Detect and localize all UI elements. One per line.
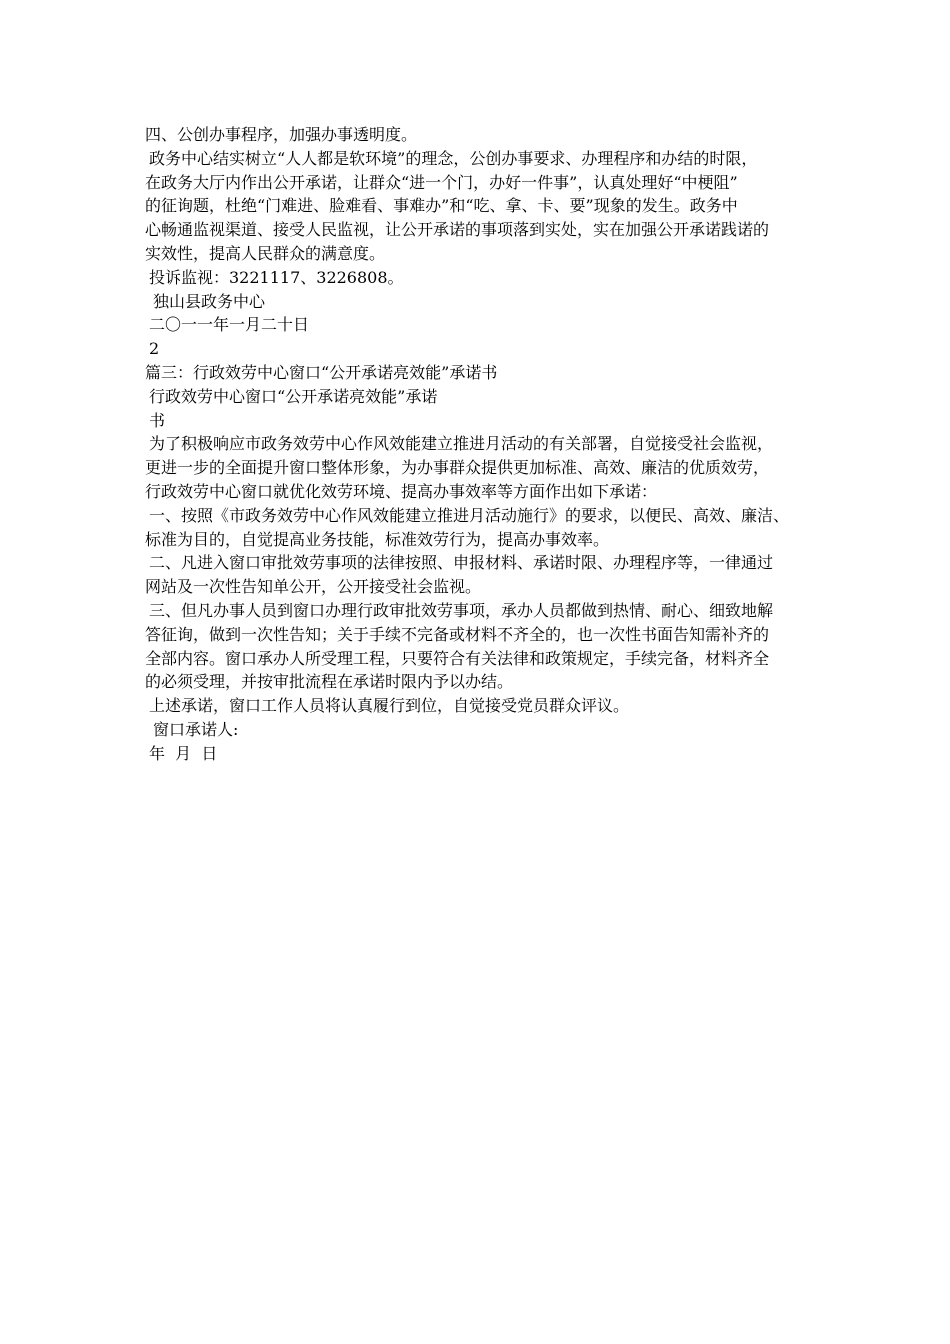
paragraph-line: 为了积极响应市政务效劳中心作风效能建立推进月活动的有关部署，自觉接受社会监视，	[149, 434, 774, 454]
pledge-item-3-cont: 全部内容。窗口承办人所受理工程，只要符合有关法律和政策规定，手续完备，材料齐全	[145, 648, 770, 668]
complaint-phone: 投诉监视：3221117、3226808。	[149, 267, 404, 287]
page-number: 2	[149, 339, 160, 359]
paragraph-line: 更进一步的全面提升窗口整体形象，为办事群众提供更加标准、高效、廉洁的优质效劳，	[145, 458, 770, 478]
document-page	[145, 123, 835, 766]
issue-date: 二〇一一年一月二十日	[149, 315, 310, 335]
paragraph-line: 政务中心结实树立“人人都是软环境”的理念，公创办事要求、办理程序和办结的时限，	[149, 148, 758, 168]
paragraph-line: 的征询题，杜绝“门难进、脸难看、事难办”和“吃、拿、卡、要”现象的发生。政务中	[145, 196, 738, 216]
paragraph-line: 实效性，提高人民群众的满意度。	[145, 243, 386, 263]
signatory-label: 窗口承诺人:	[153, 719, 239, 739]
pledge-item-3: 三、但凡办事人员到窗口办理行政审批效劳事项，承办人员都做到热情、耐心、细致地解	[149, 600, 774, 620]
pledge-item-3-cont: 的必须受理，并按审批流程在承诺时限内予以办结。	[145, 672, 514, 692]
section-heading: 四、公创办事程序，加强办事透明度。	[145, 125, 418, 144]
pledge-item-3-cont: 答征询，做到一次性告知；关于手续不完备或材料不齐全的，也一次性书面告知需补齐的	[145, 624, 770, 644]
paragraph-line: 心畅通监视渠道、接受人民监视，让公开承诺的事项落到实处，实在加强公开承诺践诺的	[145, 220, 770, 240]
pledge-item-1: 一、按照《市政务效劳中心作风效能建立推进月活动施行》的要求，以便民、高效、廉洁、	[149, 505, 790, 525]
chapter-title: 篇三：行政效劳中心窗口“公开承诺亮效能”承诺书	[145, 362, 498, 382]
pledge-item-2-cont: 网站及一次性告知单公开，公开接受社会监视。	[145, 577, 482, 597]
pledge-item-2: 二、凡进入窗口审批效劳事项的法律按照、申报材料、承诺时限、办理程序等，一律通过	[149, 553, 774, 573]
issuer-name: 独山县政务中心	[153, 291, 266, 311]
paragraph-line: 行政效劳中心窗口就优化效劳环境、提高办事效率等方面作出如下承诺：	[145, 481, 658, 501]
closing-statement: 上述承诺，窗口工作人员将认真履行到位，自觉接受党员群众评议。	[149, 696, 630, 716]
paragraph-line: 在政务大厅内作出公开承诺，让群众“进一个门，办好一件事”，认真处理好“中梗阻”	[145, 172, 738, 192]
pledge-title: 行政效劳中心窗口“公开承诺亮效能”承诺	[149, 386, 438, 406]
pledge-item-1-cont: 标准为目的，自觉提高业务技能，标准效劳行为，提高办事效率。	[145, 529, 610, 549]
signature-date: 年 月 日	[149, 743, 218, 763]
pledge-title-cont: 书	[149, 410, 166, 430]
